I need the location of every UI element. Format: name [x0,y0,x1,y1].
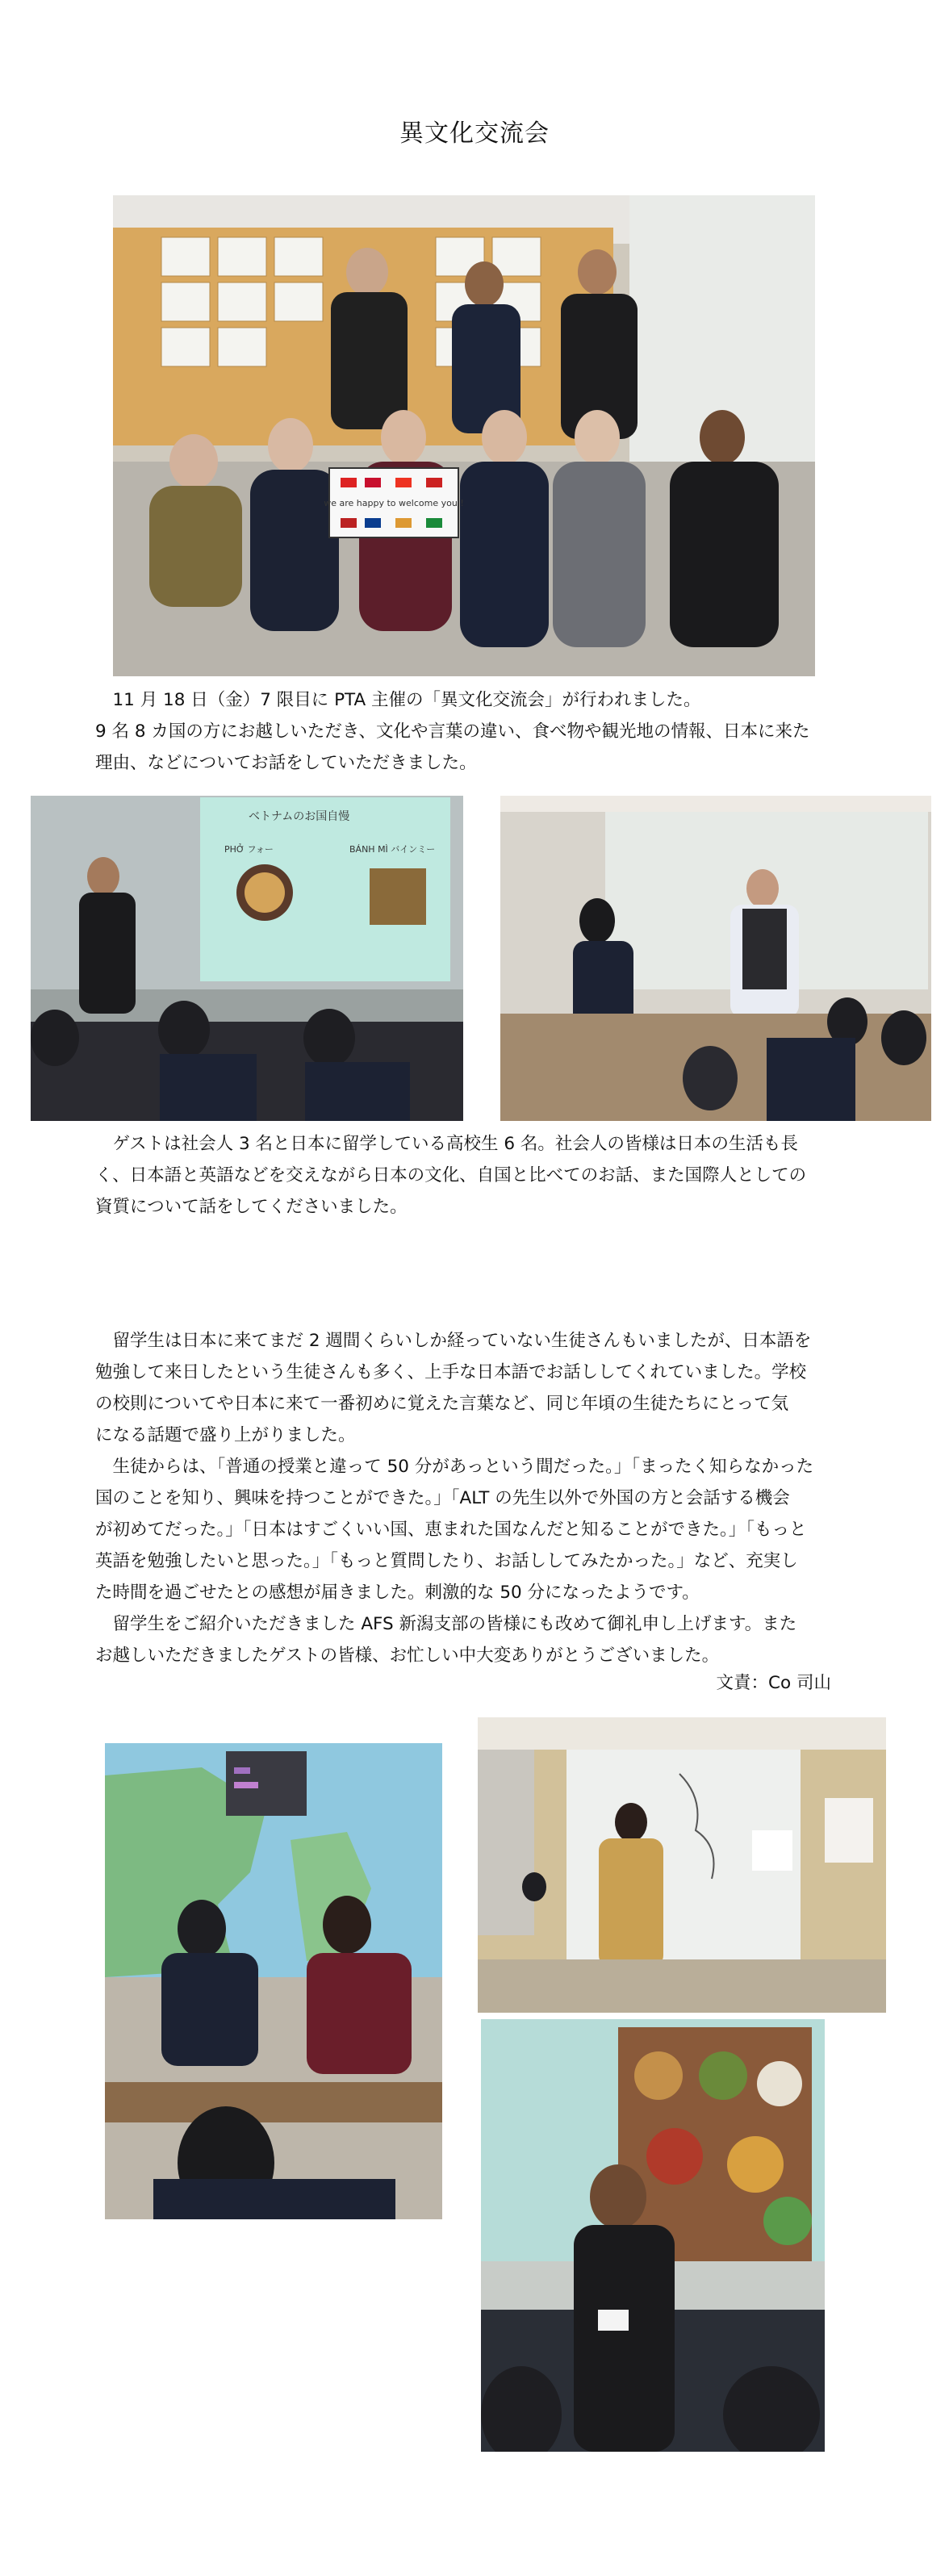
group-banner-text: we are happy to welcome you ! [324,498,464,508]
page-title: 異文化交流会 [399,119,550,148]
paragraph-guests: ゲストは社会人 3 名と日本に留学している高校生 6 名。社会人の皆様は日本の生活も長 く、日本語と英語などを交えながら日本の文化、自国と比べてのお話、また国際人としての 資質について話をしてくださいました。 [95,1134,807,1217]
map-discussion-photo [105,1743,442,2219]
food-presentation-photo [481,2019,825,2452]
author-credit: 文責：Co 司山 [716,1673,831,1693]
group-photo [113,195,815,676]
paragraph-intro: 11 月 18 日（金）7 限目に PTA 主催の「異文化交流会」が行われました。 9 名 8 カ国の方にお越しいただき、文化や言葉の違い、食べ物や観光地の情報、日本に来た 理由、などについてお話をしていただきました。 [95,690,810,773]
whiteboard-photo [478,1717,886,2013]
paragraph-students: 留学生は日本に来てまだ 2 週間くらいしか経っていない生徒さんもいましたが、日本語を 勉強して来日したという生徒さんも多く、上手な日本語でお話ししてくれていました。学校 の校則についてや日本に来て一番初めに覚えた言葉など、同じ年頃の生徒たちにとって気 になる話題で盛り上がりました。 生徒からは、「普通の授業と違って 50 分があっという間だった。」「まったく知らなかった 国のことを知り、興味を持つことができた。」「ALT の先生以外で外国の方と会話する機会 が初めてだった。」「日本はすごくいい国、恵まれた国なんだと知ることができた。」「もっと 英語を勉強したいと思った。」「もっと質問したり、お話ししてみたかった。」など、充実し た時間を過ごせたとの感想が届きました。刺激的な 50 分になったようです。 留学生をご紹介いただきました AFS 新潟支部の皆様にも改めて御礼申し上げます。また お越しいただきましたゲストの皆様、お忙しい中大変ありがとうございました。 [95,1331,814,1666]
presentation-photo-vietnam [31,796,463,1121]
slide-title: ベトナムのお国自慢 [249,810,350,823]
slide-item-pho: PHỞ フォー [224,844,274,855]
slide-item-banhmi: BÁNH MÌ バインミー [349,844,436,855]
classroom-photo-guest [500,796,931,1121]
